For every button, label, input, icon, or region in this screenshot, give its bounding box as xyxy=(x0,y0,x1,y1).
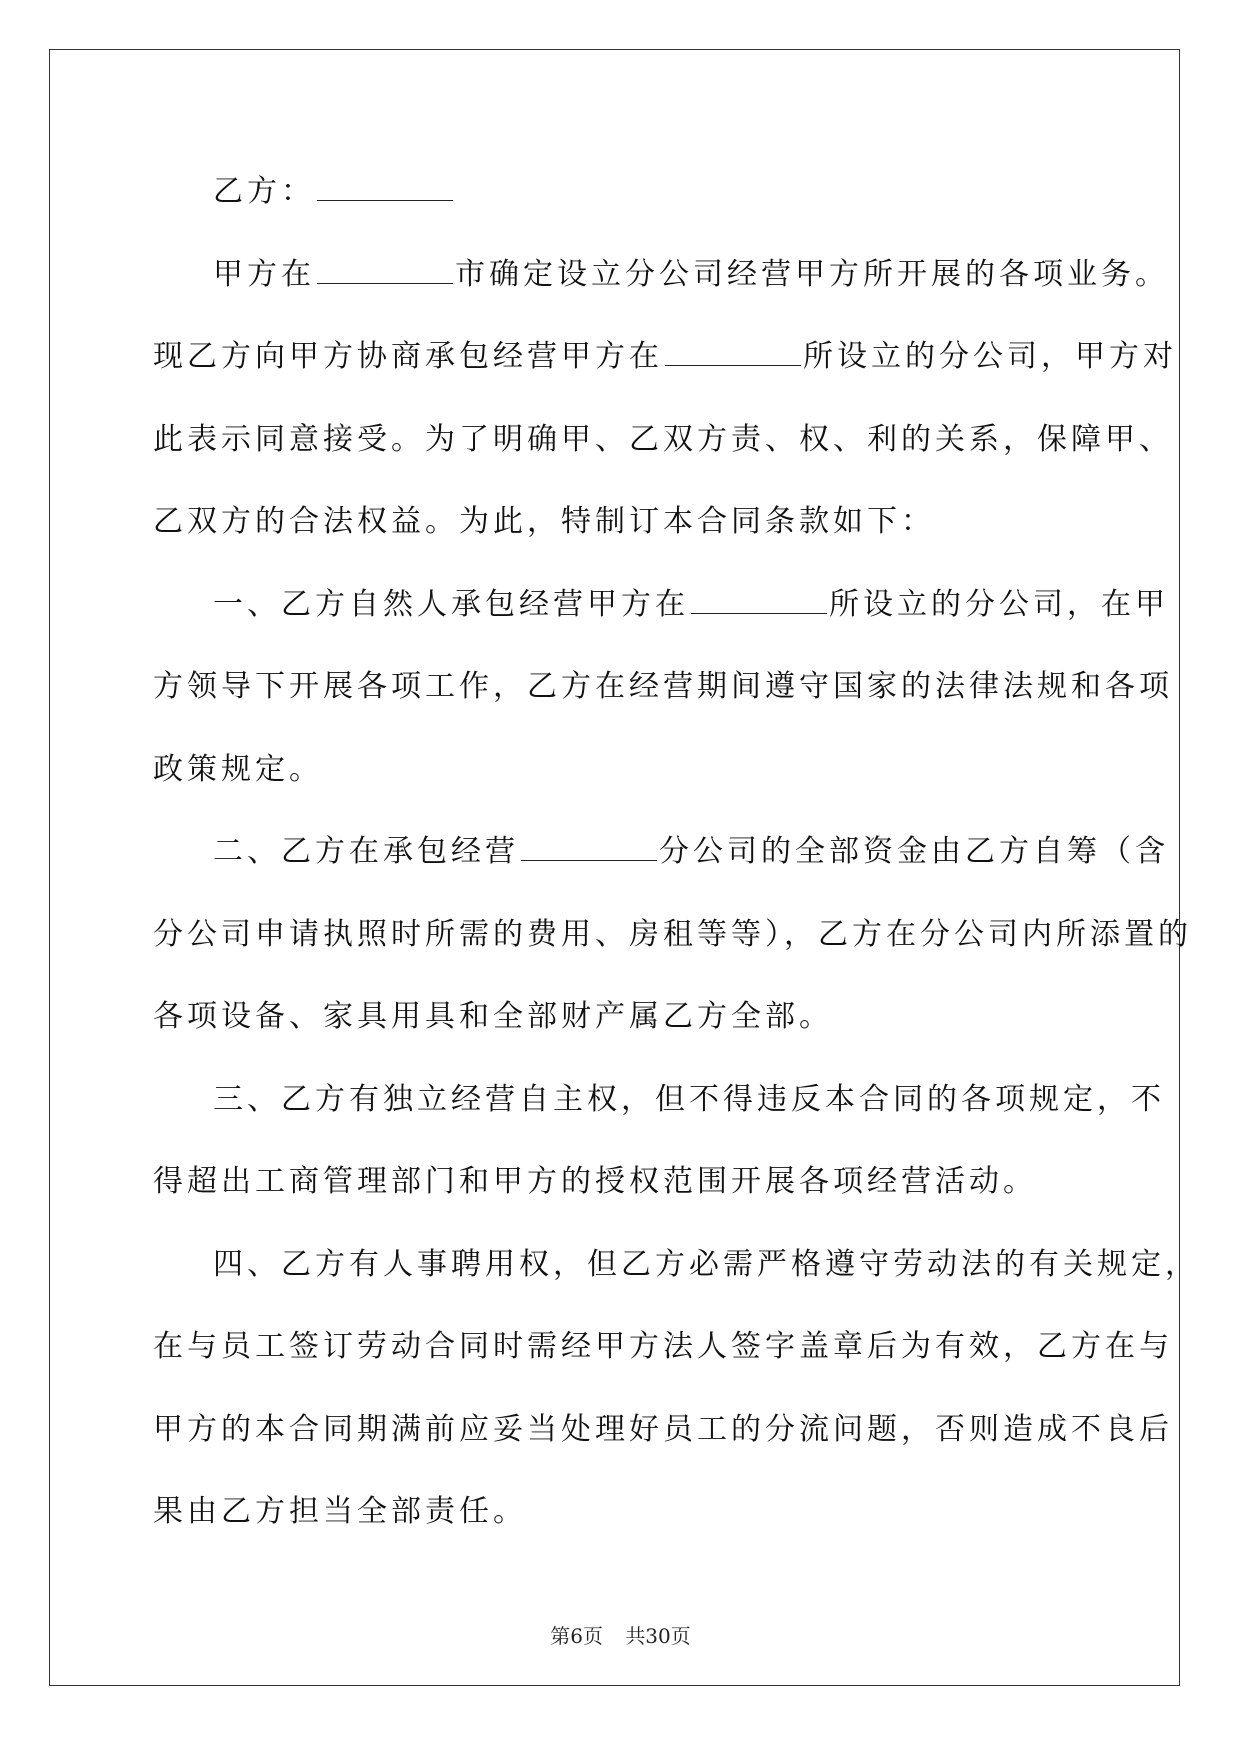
text-line xyxy=(153,1317,1173,1400)
text-line xyxy=(153,410,1173,493)
text-line xyxy=(153,575,1169,658)
text-line xyxy=(153,740,1089,823)
text-line xyxy=(153,1482,1089,1565)
fill-in-blank xyxy=(521,824,657,861)
line-text: 三、乙方有独立经营自主权，但不得违反本合同的各项规定，不 xyxy=(213,1081,1165,1117)
line-text: 在与员工签订劳动合同时需经甲方法人签字盖章后为有效，乙方在与 xyxy=(153,1329,1173,1364)
line-text: 分公司申请执照时所需的费用、房租等等），乙方在分公司内所添置的 xyxy=(153,916,1192,952)
line-text-after-blank: 所设立的分公司，在甲 xyxy=(829,586,1169,622)
line-text-after-blank: 所设立的分公司，甲方对 xyxy=(803,339,1177,374)
line-text: 一、乙方自然人承包经营甲方在 xyxy=(213,586,689,622)
page-number: 第6页 xyxy=(550,1624,603,1648)
text-line xyxy=(153,492,1089,575)
line-text: 乙双方的合法权益。为此，特制订本合同条款如下： xyxy=(153,504,935,539)
line-text-after-blank: 市确定设立分公司经营甲方所开展的各项业务。 xyxy=(455,256,1169,292)
page-total: 共30页 xyxy=(625,1624,691,1648)
text-line xyxy=(153,162,1089,245)
document-body xyxy=(153,162,1199,1565)
text-line xyxy=(153,1070,1165,1153)
text-line xyxy=(153,987,1089,1070)
text-line xyxy=(153,1235,1199,1318)
fill-in-blank xyxy=(665,329,801,366)
line-text-after-blank: 分公司的全部资金由乙方自筹（含 xyxy=(659,834,1169,869)
text-line xyxy=(153,822,1169,905)
text-line xyxy=(153,1152,1089,1235)
line-text: 方领导下开展各项工作，乙方在经营期间遵守国家的法律法规和各项 xyxy=(153,669,1173,704)
line-text: 四、乙方有人事聘用权，但乙方必需严格遵守劳动法的有关规定， xyxy=(213,1246,1199,1282)
text-line xyxy=(153,327,1177,410)
line-text: 各项设备、家具用具和全部财产属乙方全部。 xyxy=(153,999,833,1034)
line-text: 得超出工商管理部门和甲方的授权范围开展各项经营活动。 xyxy=(153,1164,1037,1199)
text-line xyxy=(153,245,1169,328)
fill-in-blank xyxy=(317,247,453,284)
page-footer xyxy=(0,1620,1241,1649)
text-line xyxy=(153,1400,1173,1483)
line-text: 果由乙方担当全部责任。 xyxy=(153,1494,527,1529)
fill-in-blank xyxy=(317,164,453,201)
fill-in-blank xyxy=(691,577,827,614)
text-line xyxy=(153,657,1173,740)
line-text: 此表示同意接受。为了明确甲、乙双方责、权、利的关系，保障甲、 xyxy=(153,421,1173,457)
line-text: 甲方在 xyxy=(213,256,315,292)
line-text: 甲方的本合同期满前应妥当处理好员工的分流问题，否则造成不良后 xyxy=(153,1411,1173,1447)
line-text: 政策规定。 xyxy=(153,751,323,787)
line-text: 二、乙方在承包经营 xyxy=(213,834,519,869)
line-text: 现乙方向甲方协商承包经营甲方在 xyxy=(153,339,663,374)
text-line xyxy=(153,905,1192,988)
line-text: 乙方： xyxy=(213,174,315,209)
